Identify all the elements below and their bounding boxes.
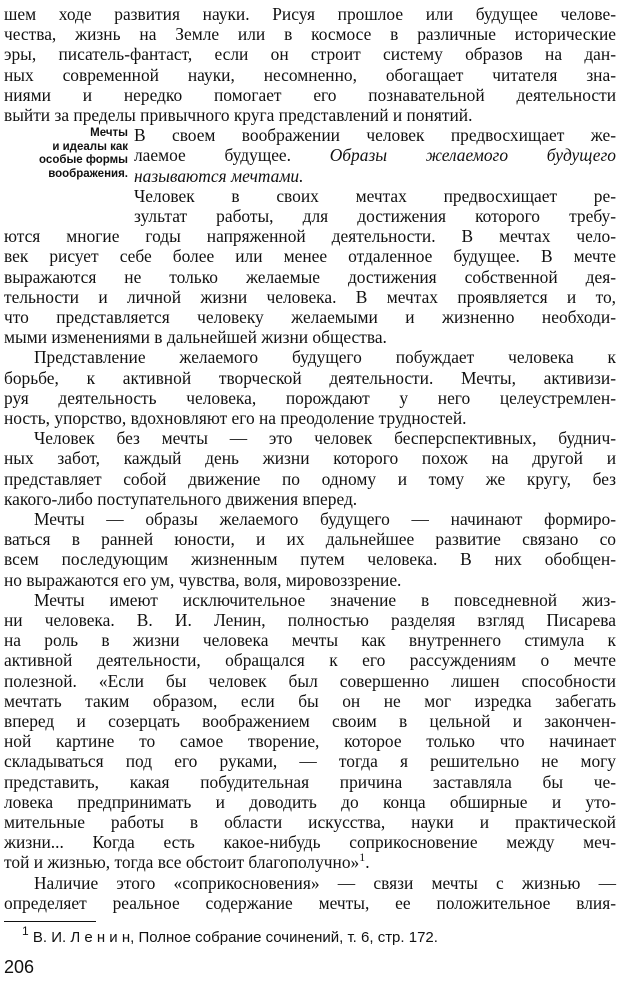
text-line: Мечты имеют исключительное значение в повседневной жиз- <box>34 589 616 610</box>
definition-emphasis: Образы желаемого будущего <box>329 145 617 166</box>
footnote <box>22 924 438 947</box>
text-line: что представляется человеку желаемыми и жизненно необходи- <box>4 307 616 327</box>
text-line: всем последующим жизненным путем человека. В них обобщен- <box>4 549 616 570</box>
margin-heading-line: особые формы <box>39 154 128 167</box>
text-line: выражаются не только желаемые достижения собственной дея- <box>4 266 616 287</box>
text-line: ются многие годы напряженной деятельности. В мечтах чело- <box>4 226 616 247</box>
text-line: эры, писатель-фантаст, если он строит систему образов на дан- <box>4 44 616 65</box>
footnote-reference: 1 <box>359 850 366 865</box>
text-line: ных забот, каждый день жизни которого похож на другой и <box>4 448 616 469</box>
footnote-text: В. И. Л е н и н, Полное собрание сочинений, т. 6, стр. 172. <box>32 929 438 946</box>
text-line: Человек без мечты — это человек бесперспективных, буднич- <box>34 428 616 449</box>
text-line: определяет реальное содержание мечты, ее положительное влия- <box>4 892 616 913</box>
text-line: чества, жизнь на Земле или в космосе в различные исторические <box>4 24 616 45</box>
text-line: представить, какая побудительная причина заставляла бы че- <box>4 771 616 792</box>
text-line: В своем воображении человек предвосхищает же- <box>134 125 616 146</box>
text-line: какого-либо поступательного движения вперед. <box>4 488 358 509</box>
text-run: лаемое будущее. <box>134 145 330 166</box>
text-line: складываться под его руками, — тогда я решительно не могу <box>4 751 616 772</box>
text-line: Представление желаемого будущего побуждает человека к <box>34 347 616 368</box>
text-line: век рисует себе более или менее отдаленное будущее. В мечте <box>4 246 616 267</box>
text-line: ной картине то самое творение, которое только что начинает <box>4 731 616 752</box>
text-line: активной деятельности, обращался к его рассуждениям о мечте <box>4 650 616 671</box>
text-line: мечтать таким образом, если бы он не мог изредка забегать <box>4 690 616 711</box>
text-line: ность, упорство, вдохновляют его на преодоление трудностей. <box>4 408 467 428</box>
text-line: шем ходе развития науки. Рисуя прошлое или будущее челове- <box>4 4 616 24</box>
text-line: Наличие этого «соприкосновения» — связи мечты с жизнью — <box>34 872 616 893</box>
text-line: Человек в своих мечтах предвосхищает ре- <box>134 185 616 206</box>
page-number: 206 <box>4 957 35 977</box>
text-line: Мечты — образы желаемого будущего — начинают формиро- <box>34 509 616 529</box>
text-line: но выражаются его ум, чувства, воля, мировоззрение. <box>4 569 402 590</box>
margin-heading-line: и идеалы как <box>52 140 128 153</box>
text-line: зультат работы, для достижения которого требу- <box>134 206 616 226</box>
text-line: мыми изменениями в дальнейшей жизни общества. <box>4 327 387 348</box>
text-line: ловека предпринимать и доводить до конца обширные и уто- <box>4 791 616 812</box>
definition-emphasis: называются мечтами. <box>134 165 304 186</box>
text-line: тельности и личной жизни человека. В мечтах проявляется и то, <box>4 286 616 307</box>
text-line: ни человека. В. И. Ленин, полностью разделяя взгляд Писарева <box>4 610 616 630</box>
margin-heading <box>4 127 128 181</box>
text-line: той и жизнью, тогда все обстоит благополучно»$^1$. <box>4 850 370 873</box>
footnote-mark: 1 <box>22 924 29 938</box>
text-run: той и жизнью, тогда все обстоит благополучно» <box>4 852 360 873</box>
text-line <box>134 166 616 186</box>
footnote-separator <box>4 921 96 922</box>
text-line: руя деятельность человека, порождают у него целеустремлен- <box>4 387 616 408</box>
text-line: полезной. «Если бы человек был совершенно лишен способности <box>4 670 616 691</box>
text-line: жизни... Когда есть какое-нибудь соприкосновение между меч- <box>4 832 616 853</box>
text-line: ных современной науки, несомненно, обогащает читателя зна- <box>4 64 616 85</box>
margin-heading-line: Мечты <box>90 127 128 140</box>
text-line: выйти за пределы привычного круга представлений и понятий. <box>4 105 473 125</box>
text-line: ваться в ранней юности, и их дальнейшее развитие связано со <box>4 529 616 550</box>
text-line <box>134 145 616 165</box>
text-line: на роль в жизни человека мечты как внутреннего стимула к <box>4 630 616 651</box>
margin-heading-line: воображения. <box>48 167 128 180</box>
text-line: борьбе, к активной творческой деятельности. Мечты, активизи- <box>4 367 616 388</box>
text-line: вперед и созерцать воображением своим в цельной и закончен- <box>4 711 616 731</box>
text-line: представляет собой движение по одному и тому же кругу, без <box>4 468 616 489</box>
text-line: мительные работы в области искусства, науки и практической <box>4 812 616 832</box>
text-line: ниями и нередко помогает его познавательной деятельности <box>4 84 616 105</box>
